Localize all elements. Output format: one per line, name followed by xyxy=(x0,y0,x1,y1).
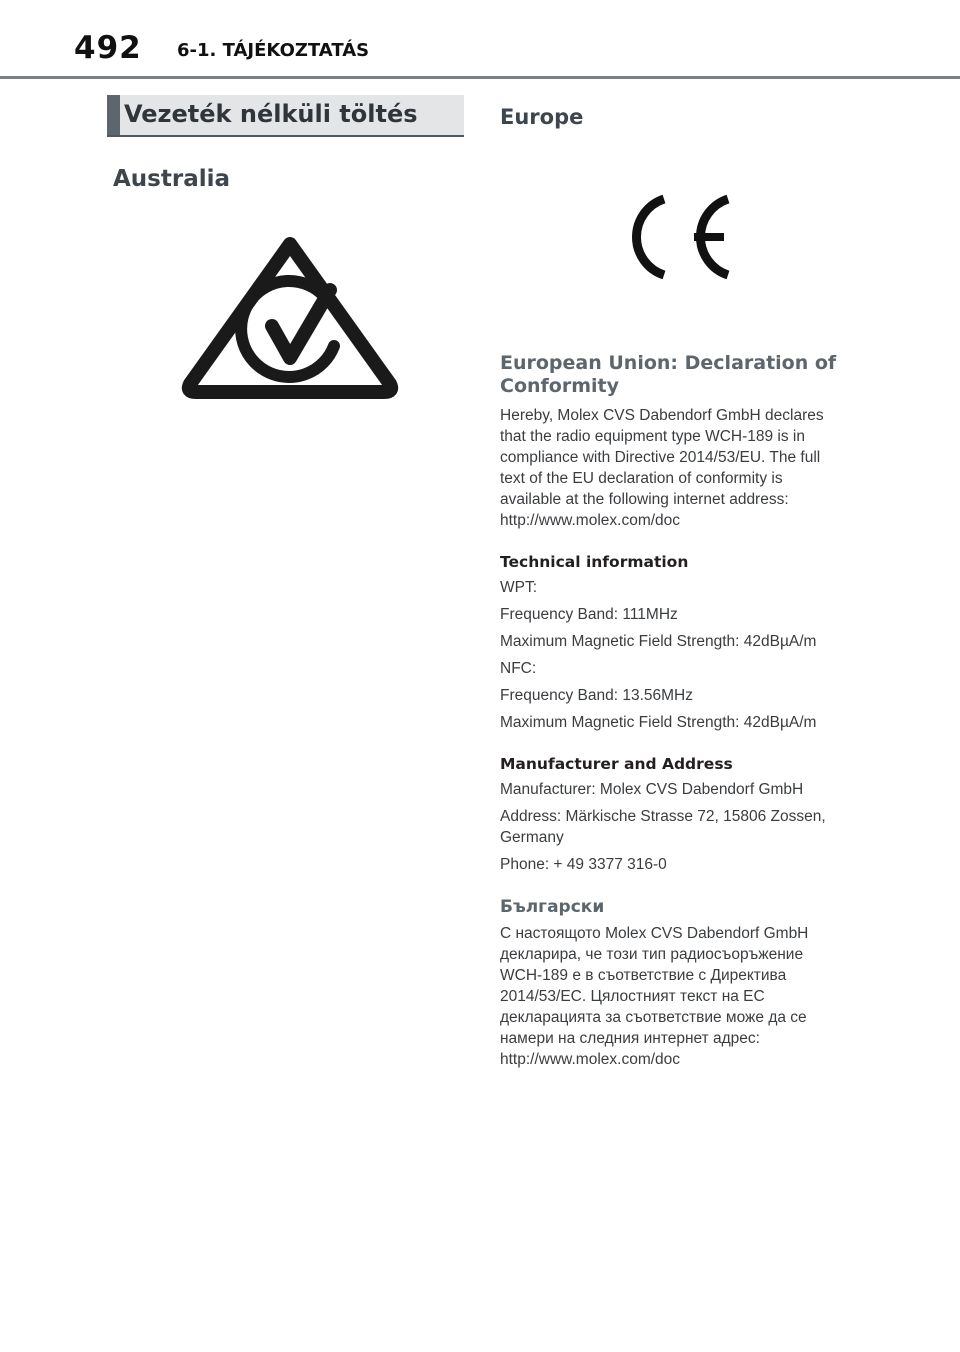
technical-info-heading: Technical information xyxy=(500,553,689,571)
page-number: 492 xyxy=(74,30,142,66)
bulgarian-text: С настоящото Molex CVS Dabendorf GmbH декларира, че този тип радиосъоръжение WCH-189 е в съответствие с Директива 2014/53/ЕС. Цялостният текст на ЕС декларацията за съответствие може да се намери на следния интернет адрес: http://www.molex.com/doc xyxy=(500,925,809,1068)
europe-heading: Europe xyxy=(500,105,584,129)
technical-line: WPT: xyxy=(500,579,538,596)
section-bar-accent xyxy=(107,95,120,135)
section-title-bar xyxy=(107,95,464,137)
chapter-title: 6-1. TÁJÉKOZTATÁS xyxy=(177,40,370,61)
technical-line: Frequency Band: 13.56MHz xyxy=(500,687,693,704)
header-rule xyxy=(0,76,960,79)
technical-line: Maximum Magnetic Field Strength: 42dBµA/m xyxy=(500,714,817,731)
manufacturer-heading: Manufacturer and Address xyxy=(500,755,733,773)
eu-declaration-title: European Union: Declaration of Conformity xyxy=(500,352,837,397)
manufacturer-line: Phone: + 49 3377 316-0 xyxy=(500,856,667,873)
australia-heading: Australia xyxy=(113,166,231,192)
manufacturer-line: Address: Märkische Strasse 72, 15806 Zossen, Germany xyxy=(500,808,826,846)
bulgarian-heading: Български xyxy=(500,897,605,917)
europe-content xyxy=(500,352,845,1070)
manufacturer-line: Manufacturer: Molex CVS Dabendorf GmbH xyxy=(500,781,804,798)
ce-mark-icon xyxy=(612,193,732,286)
eu-declaration-text: Hereby, Molex CVS Dabendorf GmbH declares that the radio equipment type WCH-189 is in compliance with Directive 2014/53/EU. The full text of the EU declaration of conformity is available at the following internet address: http://www.molex.com/doc xyxy=(500,407,824,529)
section-title: Vezeték nélküli töltés xyxy=(124,100,418,128)
technical-line: Maximum Magnetic Field Strength: 42dBµA/m xyxy=(500,633,817,650)
rcm-compliance-mark-icon xyxy=(178,234,402,405)
technical-line: Frequency Band: 111MHz xyxy=(500,606,678,623)
technical-line: NFC: xyxy=(500,660,537,677)
